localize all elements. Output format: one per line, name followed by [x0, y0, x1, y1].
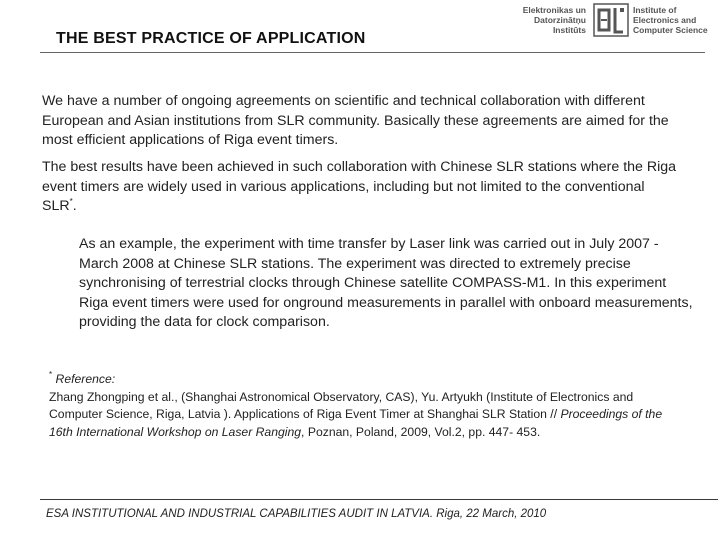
footer-text: ESA INSTITUTIONAL AND INDUSTRIAL CAPABILITIES AUDIT IN LATVIA. Riga, 22 March, 2010 — [46, 508, 547, 520]
logo-lv-line-1: Elektronikas un — [522, 5, 586, 15]
reference-proceedings: Proceedings of the 16th International Workshop on Laser Ranging — [49, 407, 663, 439]
reference-block — [49, 371, 689, 441]
logo-lv-line-2: Datorzinātņu — [534, 15, 586, 25]
reference-text-after: , Poznan, Poland, 2009, Vol.2, pp. 447- 453. — [301, 424, 541, 439]
reference-label: Reference: — [52, 372, 116, 386]
paragraph-collaboration-end: . — [72, 198, 77, 214]
header-divider — [40, 52, 705, 53]
logo-lv-line-3: Institūts — [552, 25, 586, 35]
reference-marker: * — [69, 197, 73, 206]
logo-en-line-1: Institute of — [633, 5, 677, 15]
paragraph-agreements: We have a number of ongoing agreements on scientific and technical collaboration with different European and Asian institutions from SLR community. Basically these agreements are aimed for the most efficient applications of Riga event timers. — [42, 93, 669, 148]
logo-en-line-2: Electronics and — [633, 15, 697, 25]
paragraph-collaboration — [42, 158, 682, 217]
institute-name-latvian — [510, 5, 586, 35]
paragraph-collaboration-text: The best results have been achieved in such collaboration with Chinese SLR stations where the Riga event timers are widely used in various applications, including but not limited to the conventional SLR — [42, 159, 677, 214]
paragraph-experiment: As an example, the experiment with time transfer by Laser link was carried out in July 2007 - March 2008 at Chinese SLR stations. The experiment was directed to extremely precise synchronising of terrestrial clocks through Chinese satellite COMPASS-M1. In this experiment Riga event timers were used for onground measurements in parallel with onboard measurements, providing the data for clock comparison. — [79, 236, 693, 330]
edi-logo-icon — [593, 3, 629, 37]
logo-en-line-3: Computer Science — [633, 25, 708, 35]
reference-footnote-marker: * — [49, 370, 53, 379]
institute-name-english — [633, 5, 719, 35]
footer-divider — [40, 499, 718, 500]
reference-text-before: Zhang Zhongping et al., (Shanghai Astronomical Observatory, CAS), Yu. Artyukh (Institute of Electronics and Computer Science, Riga, Latvia ). Applications of Riga Event Timer at Shanghai SLR Station // — [49, 389, 634, 422]
page-title: THE BEST PRACTICE OF APPLICATION — [56, 30, 366, 47]
